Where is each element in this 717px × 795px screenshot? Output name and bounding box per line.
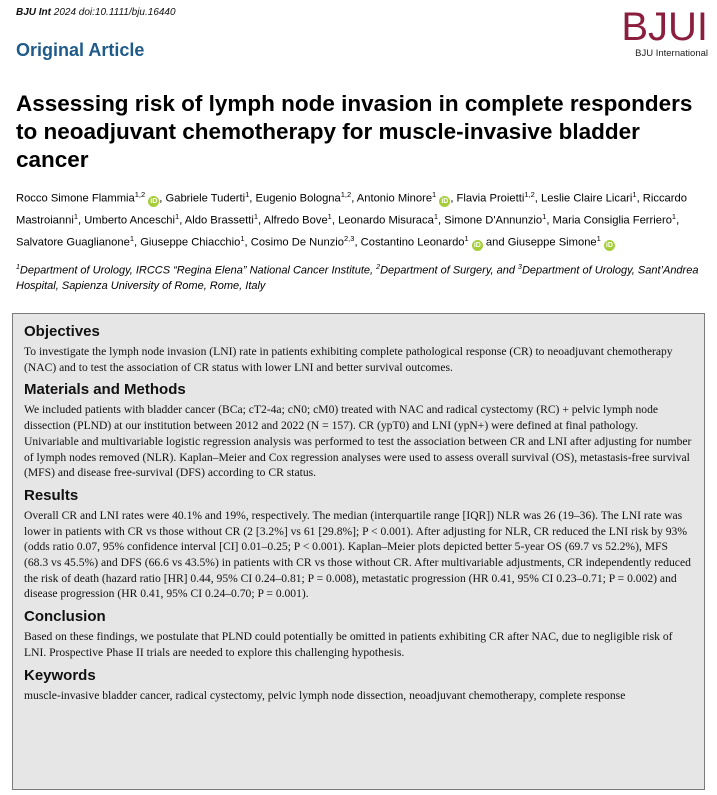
author-affiliation-mark: 1 <box>129 234 134 244</box>
journal-reference <box>16 7 176 18</box>
author-affiliation-mark: 1,2 <box>134 190 146 199</box>
author-affiliation-mark: 1 <box>327 212 332 222</box>
objectives-text: To investigate the lymph node invasion (LNI) rate in patients exhibiting complete pathological response (CR) to neoadjuvant chemotherapy (NAC) and to test the association of CR status with lower LNI and better survival outcomes. <box>24 345 673 374</box>
author-name[interactable]: Costantino Leonardo <box>360 237 465 250</box>
journal-logo[interactable] <box>621 7 708 59</box>
journal-abbrev: BJU Int <box>16 7 51 18</box>
author-affiliation-mark: 1 <box>596 234 601 244</box>
author-name[interactable]: Rocco Simone Flammia <box>16 192 135 205</box>
methods-text: We included patients with bladder cancer (BCa; cT2-4a; cN0; cM0) treated with NAC and radical cystectomy (RC) + pelvic lymph node dissection (PLND) at our institution between 2012 and 2022 (N = 157). CR (ypT0) and LNI (ypN+) were defined at final pathology. Univariable and multivariable logistic regression analysis was performed to test the association between CR and LNI after adjusting for number of lymph nodes removed (NLR). Kaplan–Meier and Cox regression analyses were used to assess overall survival (OS), metastasis-free survival (MFS) and disease free-survival (DFS) according to CR status. <box>24 403 692 480</box>
results-text: Overall CR and LNI rates were 40.1% and 19%, respectively. The median (interquartile range [IQR]) NLR was 26 (19–36). The LNI rate was lower in patients with CR vs those without CR (2 [3.2%] vs 61 [29.8%]; P < 0.001). After adjusting for NLR, CR reduced the LNI risk by 93% (odds ratio 0.07, 95% confidence interval [CI] 0.01–0.25; P < 0.001). Kaplan–Meier plots depicted better 5-year OS (69.7 vs 52.2%), MFS (68.3 vs 45.5%) and DFS (66.6 vs 43.5%) in patients with CR vs those without CR. After multivariable adjustments, CR independently reduced the risk of death (hazard ratio [HR] 0.44, 95% CI 0.24–0.81; P = 0.008), metastatic progression (HR 0.41, 95% CI 0.23–0.71; P = 0.002) and disease progression (HR 0.41, 95% CI 0.24–0.70; P = 0.001). <box>24 508 691 601</box>
author-affiliation-mark: 1 <box>671 212 677 222</box>
results-heading: Results <box>24 486 79 504</box>
objectives-heading: Objectives <box>24 323 100 340</box>
affiliation-text: Department of Urology, IRCCS “Regina Elena” National Cancer Institute, <box>19 264 374 277</box>
author-name[interactable]: Aldo Brassetti <box>184 214 254 227</box>
author-name[interactable]: Salvatore Guaglianone <box>16 237 130 250</box>
author-name[interactable]: Gabriele Tuderti <box>165 192 246 205</box>
affiliation-number: 1 <box>16 264 20 271</box>
conclusion-text: Based on these findings, we postulate that PLND could potentially be omitted in patients exhibiting CR after NAC, due to negligible risk of LNI. Prospective Phase II trials are needed to explore this challenging hypothesis. <box>24 630 673 659</box>
author-affiliation-mark: 1 <box>175 212 180 222</box>
author-affiliation-mark: 1 <box>253 212 258 222</box>
logo-subtitle: BJU International <box>635 48 708 59</box>
author-name[interactable]: Cosimo De Nunzio <box>250 237 344 250</box>
author-affiliation-mark: 1 <box>73 212 78 222</box>
affiliation-number: 3 <box>518 264 522 271</box>
author-affiliation-mark: 1 <box>240 234 245 244</box>
orcid-icon[interactable]: iD <box>441 197 449 205</box>
affiliations <box>16 260 711 295</box>
author-affiliation-mark: 1 <box>464 234 469 244</box>
author-name[interactable]: Umberto Anceschi <box>84 214 176 227</box>
affiliation-text: Department of Surgery, and <box>380 264 515 277</box>
author-name[interactable]: Eugenio Bologna <box>255 192 341 205</box>
keywords-heading: Keywords <box>24 666 96 684</box>
conclusion-heading: Conclusion <box>24 608 106 626</box>
author-name[interactable]: Alfredo Bove <box>263 214 328 227</box>
affiliation-text: Department of Urology, Sant’Andrea Hospital, Sapienza University of Rome, Rome, Italy <box>16 264 699 293</box>
author-name[interactable]: Simone D'Annunzio <box>444 214 543 227</box>
author-conjunction: and <box>485 237 505 250</box>
journal-doi[interactable]: 2024 doi:10.1111/bju.16440 <box>53 7 176 18</box>
abstract-box <box>12 313 705 790</box>
author-affiliation-mark: 1,2 <box>340 190 352 199</box>
article-type-label: Original Article <box>16 40 145 60</box>
author-name[interactable]: Antonio Minore <box>356 192 433 205</box>
orcid-icon[interactable]: iD <box>605 242 613 250</box>
article-title: Assessing risk of lymph node invasion in complete responders to neoadjuvant chemotherapy for muscle-invasive bladder cancer <box>16 91 693 172</box>
author-name[interactable]: Leslie Claire Licari <box>540 192 633 205</box>
author-name[interactable]: Riccardo Mastroianni <box>16 192 687 227</box>
author-affiliation-mark: 1,2 <box>524 190 535 199</box>
author-affiliation-mark: 2,3 <box>344 234 355 244</box>
orcid-icon[interactable]: iD <box>473 242 481 250</box>
author-affiliation-mark: 1 <box>433 212 439 222</box>
author-name[interactable]: Maria Consiglia Ferriero <box>552 214 672 227</box>
author-name[interactable]: Giuseppe Simone <box>507 237 597 250</box>
author-affiliation-mark: 1 <box>632 190 637 199</box>
author-name[interactable]: Flavia Proietti <box>456 192 525 205</box>
logo-mark: BJUI <box>621 5 708 49</box>
author-affiliation-mark: 1 <box>245 190 250 199</box>
orcid-icon[interactable]: iD <box>150 197 158 205</box>
author-list: Rocco Simone Flammia$^{1,2}$ iD , Gabriele Tuderti$^1$, Eugenio Bologna$^{1,2}$, Antonio Minore$^1$ iD , Flavia Proietti$^{1,2}$, Leslie Claire Licari$^1$, Riccardo Mastroianni$^1$, Umberto Anceschi$^1$, Aldo Brassetti$^1$, Alfredo Bove$^1$, Leonardo Misuraca$^1$, Simone D'Annunzio$^1$, Maria Consiglia Ferriero$^1$, Salvatore Guaglianone$^1$, Giuseppe Chiacchio$^1$, Cosimo De Nunzio$^{2,3}$, Costantino Leonardo$^1$ iD and Giuseppe Simone$^1$ iD <box>16 190 687 250</box>
author-affiliation-mark: 1 <box>432 190 437 199</box>
affiliation-number: 2 <box>376 264 381 271</box>
author-affiliation-mark: 1 <box>542 212 547 222</box>
keywords-text: muscle-invasive bladder cancer, radical cystectomy, pelvic lymph node dissection, neoadjuvant chemotherapy, complete response <box>24 688 626 702</box>
methods-heading: Materials and Methods <box>24 381 186 399</box>
author-name[interactable]: Giuseppe Chiacchio <box>140 237 241 250</box>
author-name[interactable]: Leonardo Misuraca <box>338 214 434 227</box>
